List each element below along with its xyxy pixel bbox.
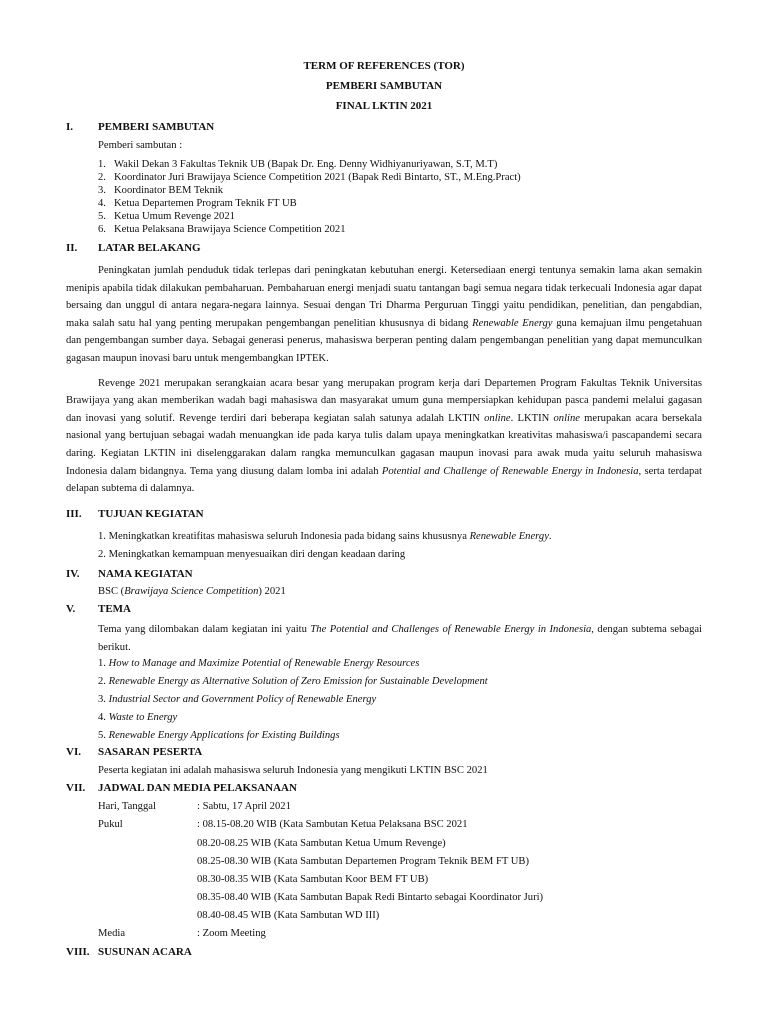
- section-3-number: III.: [66, 508, 82, 520]
- list-item: 4. Ketua Departemen Program Teknik FT UB: [98, 198, 297, 210]
- list-item: 3. Koordinator BEM Teknik: [98, 185, 224, 197]
- list-item: 5. Renewable Energy Applications for Existing Buildings: [98, 730, 340, 741]
- section-1-intro: Pemberi sambutan :: [98, 140, 183, 151]
- participant-target: Peserta kegiatan ini adalah mahasiswa seluruh Indonesia yang mengikuti LKTIN BSC 2021: [98, 765, 488, 776]
- schedule-media-label: Media: [98, 928, 126, 939]
- schedule-time-1: : 08.15-08.20 WIB (Kata Sambutan Ketua Pelaksana BSC 2021: [197, 819, 468, 830]
- list-item: 2. Koordinator Juri Brawijaya Science Competition 2021 (Bapak Redi Bintarto, ST., M.Eng.Pract): [98, 172, 521, 184]
- list-item: 6. Ketua Pelaksana Brawijaya Science Competition 2021: [98, 224, 346, 236]
- doc-title-line1: TERM OF REFERENCES (TOR): [303, 60, 465, 72]
- schedule-time-label: Pukul: [98, 819, 123, 830]
- event-name: BSC (Brawijaya Science Competition) 2021: [98, 586, 286, 597]
- section-3-title: TUJUAN KEGIATAN: [98, 508, 204, 520]
- section-5-number: V.: [66, 603, 76, 615]
- subtheme-list: [98, 655, 488, 745]
- section-6-title: SASARAN PESERTA: [98, 746, 203, 758]
- background-paragraph-1: Peningkatan jumlah penduduk tidak terlepas dari peningkatan kebutuhan energi. Ketersediaan energi tentunya semakin lama akan semakin menipis apabila tidak dilakukan pembaharuan. Pembaharuan energi menjadi suatu tantangan bagi semua negara tidak terkecuali Indonesia agar dapat bersaing dan unggul di antara negara-negara lainnya. Sesuai dengan Tri Dharma Perguruan Tinggi yaitu pendidikan, penelitian, dan pengabdian, maka salah satu hal yang penting merupakan pengembangan penelitian khususnya di bidang Renewable Energy guna kemajuan ilmu pengetahuan dan pengembangan sumber daya. Sebagai generasi penerus, mahasiswa berperan penting dalam pengembangan penelitian yang dapat memunculkan gagasan maupun inovasi baru untuk mengembangkan IPTEK.: [66, 265, 703, 364]
- section-1-number: I.: [66, 121, 74, 133]
- section-7-title: JADWAL DAN MEDIA PELAKSANAAN: [98, 782, 297, 794]
- list-item: 1. How to Manage and Maximize Potential of Renewable Energy Resources: [98, 658, 420, 669]
- section-8-title: SUSUNAN ACARA: [98, 946, 192, 958]
- background-paragraph-2: Revenge 2021 merupakan serangkaian acara besar yang merupakan program kerja dari Departemen Program Fakultas Teknik Universitas Brawijaya yang akan memberikan wadah bagi mahasiswa dan masyarakat umum guna mempersiapkan kehidupan pasca pandemi melalui gagasan dan inovasi yang solutif. Revenge terdiri dari beberapa kegiatan salah satunya adalah LKTIN online. LKTIN online merupakan acara bersekala nasional yang bertujuan sebagai wadah menuangkan ide pada karya tulis dalam upaya meningkatkan kreativitas mahasiswa/i pascapandemi secara daring. Kegiatan LKTIN ini diselenggarakan dalam rangka memunculkan gagasan maupun inovasi para awak muda yaitu seluruh mahasiswa Indonesia dalam bidangnya. Tema yang diusung dalam lomba ini adalah Potential and Challenge of Renewable Energy in Indonesia, serta terdapat delapan subtema di dalamnya.: [66, 377, 702, 495]
- doc-title-line3: FINAL LKTIN 2021: [335, 100, 433, 112]
- list-item: 1. Wakil Dekan 3 Fakultas Teknik UB (Bapak Dr. Eng. Denny Widhiyanuriyawan, S.T, M.T): [98, 159, 498, 170]
- schedule-time-4: 08.30-08.35 WIB (Kata Sambutan Koor BEM FT UB): [197, 874, 429, 885]
- objective-item-1: 1. Meningkatkan kreatifitas mahasiswa seluruh Indonesia pada bidang sains khususnya Renewable Energy.: [98, 531, 552, 542]
- section-6-number: VI.: [66, 746, 81, 758]
- schedule-time-2: 08.20-08.25 WIB (Kata Sambutan Ketua Umum Revenge): [197, 838, 446, 849]
- schedule-time-5: 08.35-08.40 WIB (Kata Sambutan Bapak Redi Bintarto sebagai Koordinator Juri): [197, 892, 544, 903]
- section-5-title: TEMA: [98, 603, 131, 615]
- section-7-number: VII.: [66, 782, 86, 794]
- section-8-number: VIII.: [66, 946, 90, 958]
- speaker-list: [98, 158, 521, 237]
- schedule-media-value: : Zoom Meeting: [197, 928, 266, 939]
- section-2-title: LATAR BELAKANG: [98, 242, 201, 254]
- section-4-number: IV.: [66, 568, 80, 580]
- background-paragraphs: [66, 262, 702, 498]
- schedule-time-6: 08.40-08.45 WIB (Kata Sambutan WD III): [197, 910, 380, 921]
- doc-title-line2: PEMBERI SAMBUTAN: [325, 80, 443, 92]
- schedule-date-label: Hari, Tanggal: [98, 801, 156, 812]
- section-4-title: NAMA KEGIATAN: [98, 568, 193, 580]
- section-1-title: PEMBERI SAMBUTAN: [98, 121, 215, 133]
- theme-description: Tema yang dilombakan dalam kegiatan ini yaitu The Potential and Challenges of Renewable Energy in Indonesia, dengan subtema sebagai berikut.: [98, 624, 703, 653]
- list-item: 4. Waste to Energy: [98, 712, 178, 723]
- list-item: 2. Renewable Energy as Alternative Solution of Zero Emission for Sustainable Development: [98, 676, 488, 687]
- objective-item-2: 2. Meningkatkan kemampuan menyesuaikan diri dengan keadaan daring: [98, 549, 406, 560]
- section-2-number: II.: [66, 242, 78, 254]
- schedule-time-3: 08.25-08.30 WIB (Kata Sambutan Departemen Program Teknik BEM FT UB): [197, 856, 530, 867]
- schedule-date-value: : Sabtu, 17 April 2021: [197, 801, 291, 812]
- list-item: 5. Ketua Umum Revenge 2021: [98, 211, 235, 223]
- list-item: 3. Industrial Sector and Government Policy of Renewable Energy: [98, 694, 377, 705]
